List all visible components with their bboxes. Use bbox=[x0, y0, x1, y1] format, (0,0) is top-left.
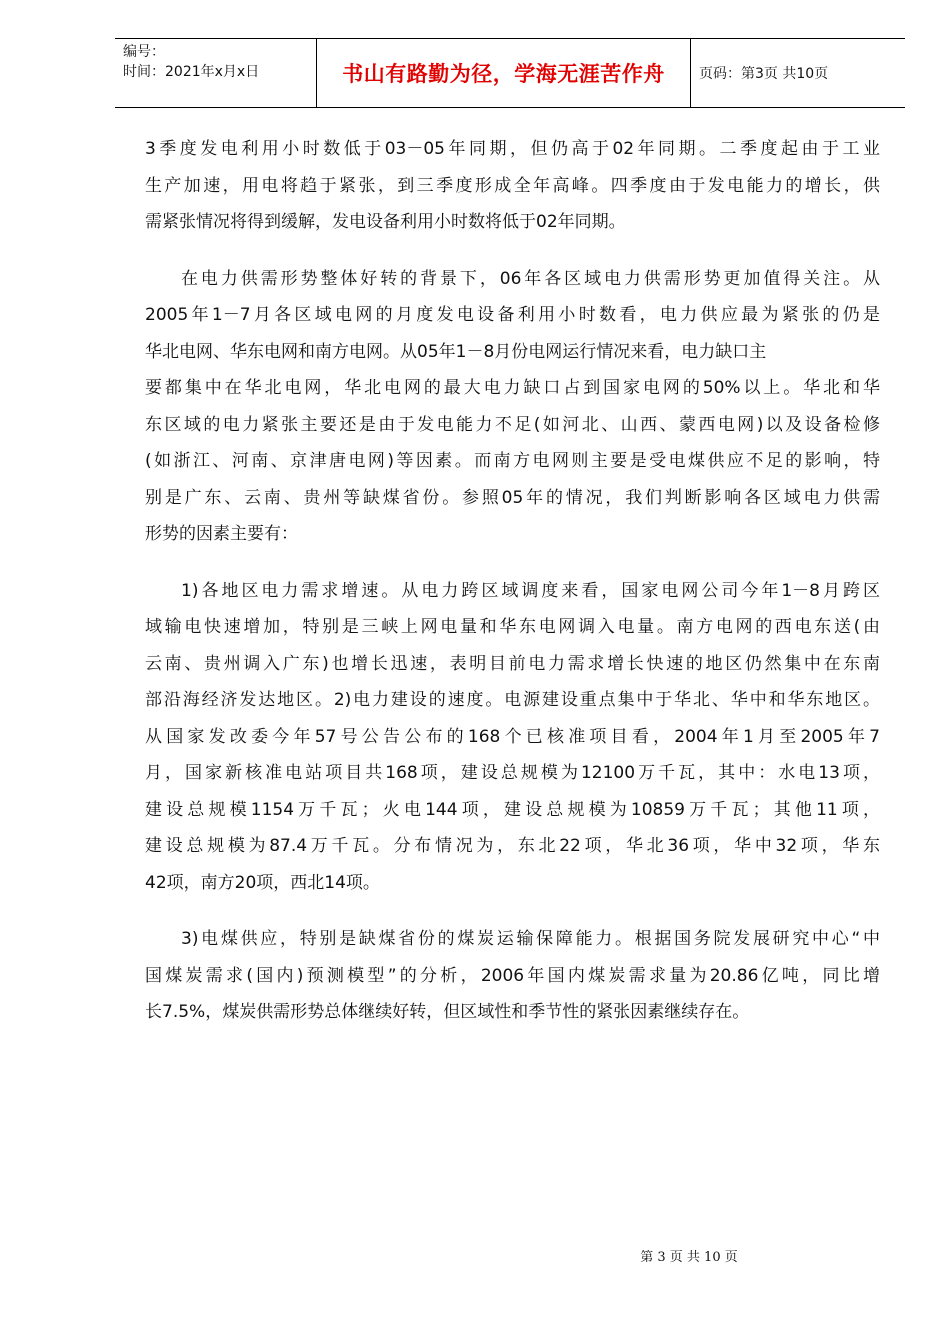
text-line: 从国家发改委今年57号公告公布的168个已核准项目看，2004年1月至2005年7 bbox=[145, 726, 880, 747]
text-line: 华北电网、华东电网和南方电网。从05年1－8月份电网运行情况来看，电力缺口主 bbox=[145, 341, 767, 362]
paragraph bbox=[145, 921, 880, 1031]
text-line: 在电力供需形势整体好转的背景下，06年各区域电力供需形势更加值得关注。从 bbox=[181, 268, 880, 289]
paragraph bbox=[145, 261, 880, 553]
number-label: 编号： bbox=[123, 44, 165, 60]
text-line: (如浙江、河南、京津唐电网)等因素。而南方电网则主要是受电煤供应不足的影响，特 bbox=[145, 451, 880, 471]
text-line: 生产加速，用电将趋于紧张，到三季度形成全年高峰。四季度由于发电能力的增长，供 bbox=[145, 175, 880, 196]
text-line: 别是广东、云南、贵州等缺煤省份。参照05年的情况，我们判断影响各区域电力供需 bbox=[145, 487, 880, 508]
text-line: 部沿海经济发达地区。2)电力建设的速度。电源建设重点集中于华北、华中和华东地区。 bbox=[145, 690, 880, 710]
time-label: 时间：2021年x月x日 bbox=[123, 64, 260, 80]
text-line: 42项，南方20项，西北14项。 bbox=[145, 872, 380, 893]
motto-text: 书山有路勤为径，学海无涯苦作舟 bbox=[342, 62, 665, 86]
page-header bbox=[115, 38, 905, 108]
text-line: 3)电煤供应，特别是缺煤省份的煤炭运输保障能力。根据国务院发展研究中心“中 bbox=[181, 929, 880, 949]
paragraph bbox=[145, 573, 880, 902]
text-line: 2005年1－7月各区域电网的月度发电设备利用小时数看，电力供应最为紧张的仍是 bbox=[145, 305, 880, 325]
text-line: 东区域的电力紧张主要还是由于发电能力不足(如河北、山西、蒙西电网)以及设备检修 bbox=[145, 414, 880, 435]
header-motto-cell bbox=[317, 39, 691, 107]
paragraph bbox=[145, 131, 880, 241]
page-label: 页码：第3页 共10页 bbox=[699, 66, 829, 82]
text-line: 云南、贵州调入广东)也增长迅速，表明目前电力需求增长快速的地区仍然集中在东南 bbox=[145, 653, 880, 674]
footer-page-number: 第 3 页 共 10 页 bbox=[640, 1250, 738, 1265]
text-line: 1)各地区电力需求增速。从电力跨区域调度来看，国家电网公司今年1－8月跨区 bbox=[181, 580, 880, 601]
text-line: 长7.5%，煤炭供需形势总体继续好转，但区域性和季节性的紧张因素继续存在。 bbox=[145, 1002, 750, 1022]
header-page-cell bbox=[691, 39, 905, 107]
text-line: 要都集中在华北电网，华北电网的最大电力缺口占到国家电网的50%以上。华北和华 bbox=[145, 378, 880, 398]
text-line: 建设总规模1154万千瓦；火电144项，建设总规模为10859万千瓦；其他11项， bbox=[145, 799, 880, 820]
text-line: 建设总规模为87.4万千瓦。分布情况为，东北22项，华北36项，华中32项，华东 bbox=[145, 836, 880, 856]
header-meta-cell bbox=[115, 39, 317, 107]
text-line: 需紧张情况将得到缓解，发电设备利用小时数将低于02年同期。 bbox=[145, 212, 626, 232]
text-line: 形势的因素主要有： bbox=[145, 524, 298, 544]
text-line: 3季度发电利用小时数低于03－05年同期，但仍高于02年同期。二季度起由于工业 bbox=[145, 139, 880, 159]
text-line: 域输电快速增加，特别是三峡上网电量和华东电网调入电量。南方电网的西电东送(由 bbox=[145, 617, 880, 637]
text-line: 国煤炭需求(国内)预测模型”的分析，2006年国内煤炭需求量为20.86亿吨，同比增 bbox=[145, 965, 880, 986]
text-line: 月，国家新核准电站项目共168项，建设总规模为12100万千瓦，其中：水电13项， bbox=[145, 763, 880, 783]
page-footer bbox=[0, 1246, 950, 1265]
document-body bbox=[145, 131, 880, 1031]
